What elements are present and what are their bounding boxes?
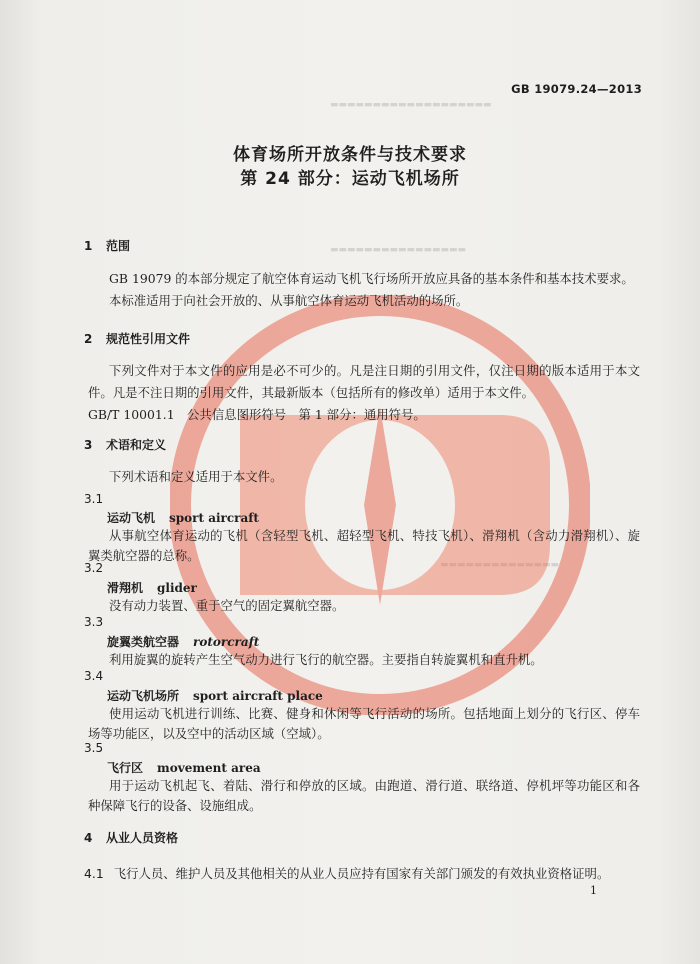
term-definition: 利用旋翼的旋转产生空气动力进行飞行的航空器。主要指自转旋翼机和直升机。 (109, 652, 543, 667)
paragraph (88, 360, 640, 404)
page-number: 1 (590, 884, 597, 897)
scope-applicability: 本标准适用于向社会开放的、从事航空体育运动飞机活动的场所。 (109, 293, 469, 308)
term-heading: 运动飞机 sport aircraft (107, 511, 259, 525)
document-subtitle: 第 24 部分：运动飞机场所 (240, 169, 460, 189)
term-heading: 运动飞机场所 sport aircraft place (107, 689, 323, 703)
term-definition: 从事航空体育运动的飞机（含轻型飞机、超轻型飞机、特技飞机）、滑翔机（含动力滑翔机）、旋翼类航空器的总称。 (88, 528, 640, 563)
terms-intro: 下列术语和定义适用于本文件。 (109, 469, 283, 484)
term-number: 3.3 (84, 615, 104, 629)
term-heading: 旋翼类航空器 rotorcraft (107, 635, 260, 649)
term-number: 3.5 (84, 741, 104, 755)
section-heading-personnel: 4 从业人员资格 (84, 831, 179, 845)
paragraph (88, 268, 640, 312)
document-title: 体育场所开放条件与技术要求 (233, 145, 467, 165)
term-number: 3.2 (84, 561, 104, 575)
term-heading: 飞行区 movement area (107, 761, 261, 775)
bleed-through-text: ▬▬▬▬▬▬▬▬▬▬▬▬▬▬▬▬ (330, 245, 467, 255)
standard-code: GB 19079.24—2013 (511, 82, 642, 96)
clause-4-1: 4.1 飞行人员、维护人员及其他相关的从业人员应持有国家有关部门颁发的有效执业资格证明。 (84, 866, 610, 881)
reference-item: GB/T 10001.1 公共信息图形符号 第 1 部分：通用符号。 (88, 407, 426, 422)
scope-text: GB 19079 的本部分规定了航空体育运动飞机飞行场所开放应具备的基本条件和基本技术要求。 (109, 271, 634, 286)
section-heading-scope: 1 范围 (84, 239, 131, 253)
bleed-through-text: ▬▬▬▬▬▬▬▬▬▬▬▬▬▬ (440, 560, 560, 570)
term-definition: 没有动力装置、重于空气的固定翼航空器。 (109, 598, 345, 613)
term-definition: 用于运动飞机起飞、着陆、滑行和停放的区域。由跑道、滑行道、联络道、停机坪等功能区和各种保障飞行的设备、设施组成。 (88, 778, 640, 813)
bleed-through-text: ▬▬▬▬▬▬▬▬▬▬▬▬▬▬▬▬▬▬▬ (330, 100, 492, 110)
term-number: 3.4 (84, 669, 104, 683)
term-number: 3.1 (84, 492, 104, 506)
term-definition: 使用运动飞机进行训练、比赛、健身和休闲等飞行活动的场所。包括地面上划分的飞行区、停车场等功能区，以及空中的活动区域（空域）。 (88, 706, 640, 741)
references-text: 下列文件对于本文件的应用是必不可少的。凡是注日期的引用文件，仅注日期的版本适用于本文件。凡是不注日期的引用文件，其最新版本（包括所有的修改单）适用于本文件。 (88, 363, 640, 400)
section-heading-normative-references: 2 规范性引用文件 (84, 332, 191, 346)
term-heading: 滑翔机 glider (107, 581, 197, 595)
section-heading-terms: 3 术语和定义 (84, 438, 167, 452)
